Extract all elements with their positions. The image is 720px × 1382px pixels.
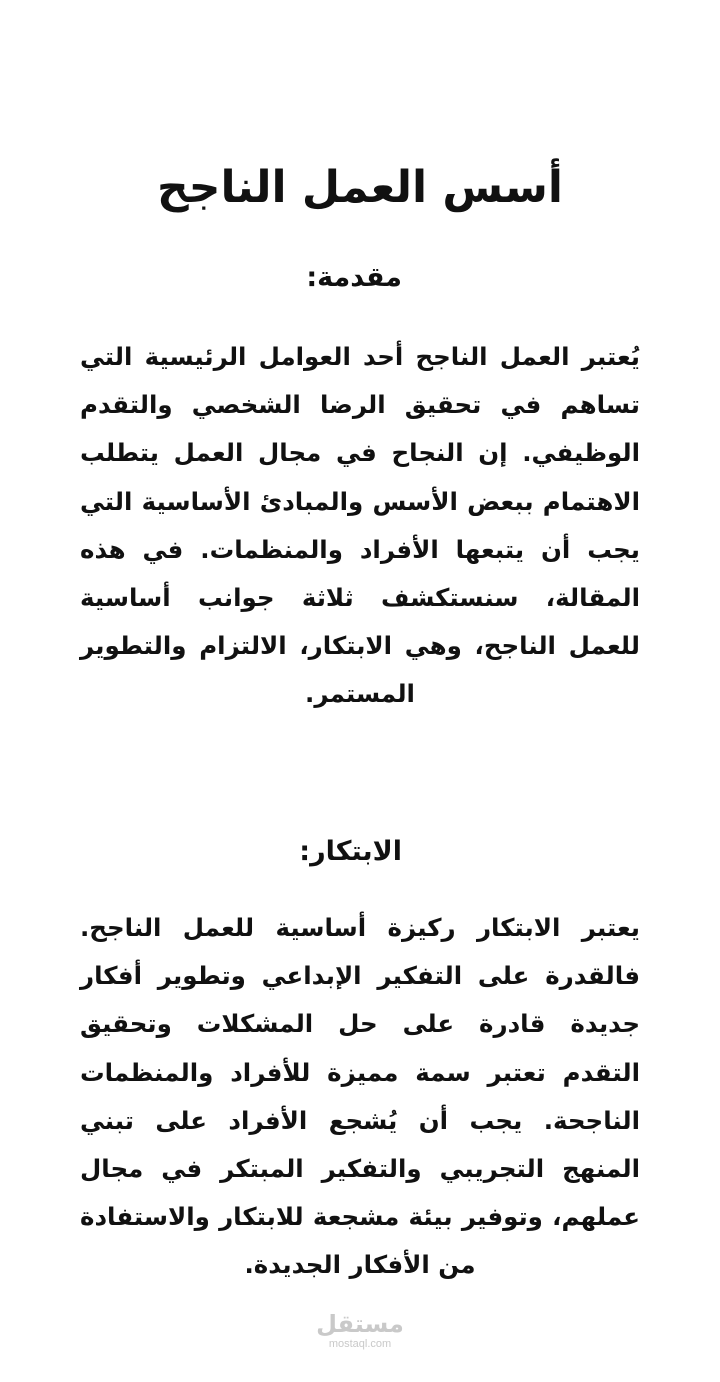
section-body-innovation: يعتبر الابتكار ركيزة أساسية للعمل الناجح. فالقدرة على التفكير الإبداعي وتطوير أفكار جديدة قادرة على حل المشكلات وتحقيق التقدم تعتبر سمة مميزة للأفراد والمنظمات الناجحة. يجب أن يُشجع الأفراد على تبني المنهج التجريبي والتفكير المبتكر في مجال عملهم، وتوفير بيئة مشجعة للابتكار والاستفادة من الأفكار الجديدة. bbox=[80, 913, 640, 1280]
watermark bbox=[310, 1310, 410, 1351]
document-title: أسس العمل الناجح bbox=[157, 162, 563, 213]
section-heading-innovation: الابتكار: bbox=[299, 836, 402, 867]
section-heading-introduction: مقدمة: bbox=[306, 262, 402, 293]
watermark-domain: mostaql.com bbox=[328, 1338, 392, 1350]
section-body-introduction: يُعتبر العمل الناجح أحد العوامل الرئيسية التي تساهم في تحقيق الرضا الشخصي والتقدم الوظيفي. إن النجاح في مجال العمل يتطلب الاهتمام ببعض الأسس والمبادئ الأساسية التي يجب أن يتبعها الأفراد والمنظمات. في هذه المقالة، سنستكشف ثلاثة جوانب أساسية للعمل الناجح، وهي الابتكار، الالتزام والتطوير المستمر. bbox=[80, 342, 640, 709]
watermark-logo-text: مستقل bbox=[316, 1310, 404, 1338]
